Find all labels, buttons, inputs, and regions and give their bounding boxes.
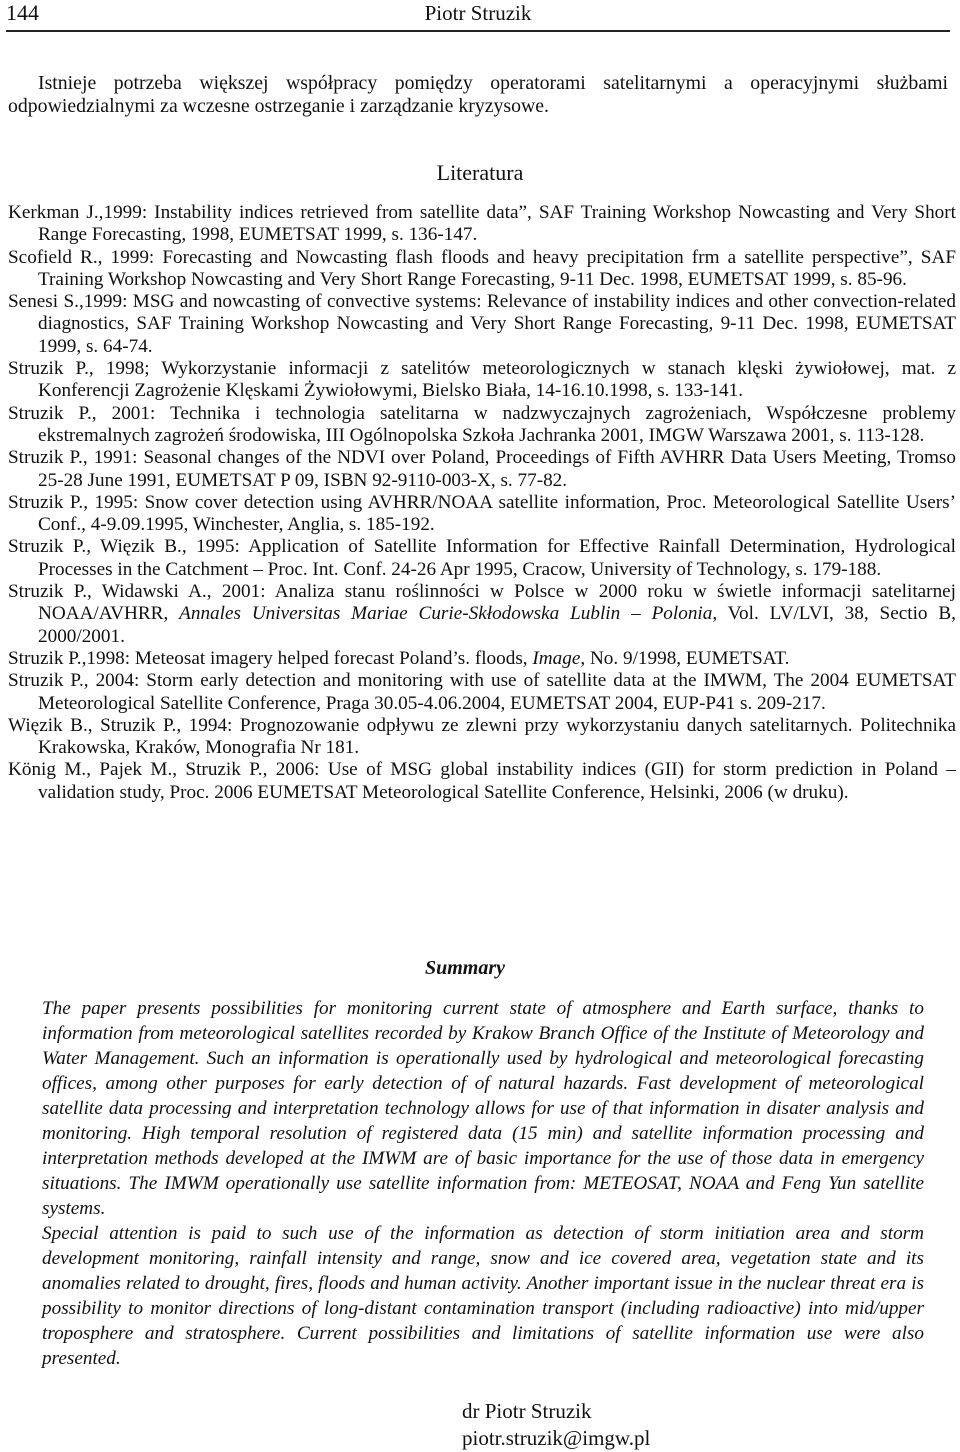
reference-item — [8, 492, 956, 537]
reference-item — [8, 447, 956, 492]
reference-text: ,1999: Instability indices retrieved from satellite data”, SAF Training Workshop Nowcasting and Very Short Range Forecasting, 1998, EUMETSAT 1999, s. 136-147. — [38, 202, 956, 246]
reference-text: , 1994: Prognozowanie odpływu ze zlewni przy wykorzystaniu danych satelitarnych. Politechnika Krakowska, Kraków, Monografia Nr 181. — [38, 714, 956, 759]
reference-text: , 1999: Forecasting and Nowcasting flash floods and heavy precipitation frm a satellite perspective”, SAF Training Workshop Nowcasting and Very Short Range Forecasting, 9-11 Dec. 1998, EUMETSAT 1999, s. 85-96. — [38, 246, 956, 290]
reference-text: ,1998: Meteosat imagery helped forecast Poland’s. floods, — [81, 647, 533, 669]
reference-list — [8, 202, 956, 804]
reference-author: Senesi S. — [8, 291, 79, 313]
summary-paragraph: The paper presents possibilities for monitoring current state of atmosphere and Earth surface, thanks to information from meteorological satellites recorded by Krakow Branch Office of the Institute of Meteorology and Water Management. Such an information is operationally used by hydrological and meteorological forecasting offices, among other purposes for early detection of of natural hazards. Fast development of meteorological satellite data processing and interpretation technology allows for use of that information in disater analysis and monitoring. High temporal resolution of registered data (15 min) and satellite information processing and interpretation methods developed at the IMWM are of basic importance for the use of those data in emergency situations. The IMWM operationally use satellite information from: METEOSAT, NOAA and Feng Yun satellite systems. — [42, 998, 924, 1219]
reference-author: Struzik P. — [8, 358, 89, 380]
reference-item — [8, 759, 956, 804]
reference-text: ,1999: MSG and nowcasting of convective systems: Relevance of instability indices and other convection-related diagnostics, SAF Training Workshop Nowcasting and Very Short Range Forecasting, 9-11 Dec. 1998, EUMETSAT 1999, s. 64-74. — [38, 291, 956, 357]
reference-journal-title: Annales Universitas Mariae Curie-Skłodowska Lublin – Polonia — [179, 603, 713, 625]
author-signature — [462, 1398, 650, 1452]
reference-item — [8, 247, 956, 292]
summary-body — [42, 996, 924, 1371]
reference-item — [8, 581, 956, 648]
running-head-author: Piotr Struzik — [424, 1, 532, 25]
reference-author: König M., Pajek M., Struzik P. — [8, 759, 263, 781]
reference-author: Scofield R. — [8, 246, 98, 268]
reference-author: Struzik P. — [8, 447, 83, 469]
reference-author: Struzik P. — [8, 647, 82, 669]
intro-paragraph: Istnieje potrzeba większej współpracy pomiędzy operatorami satelitarnymi a operacyjnymi służbami odpowiedzialnymi za wczesne ostrzeganie i zarządzanie kryzysowe. — [8, 72, 948, 117]
reference-item — [8, 403, 956, 448]
reference-author: Kerkman J. — [8, 202, 99, 223]
reference-text: , 2001: Technika i technologia satelitarna w nadzwyczajnych zagrożeniach, Współczesne problemy ekstremalnych zagrożeń środowiska, III Ogólnopolska Szkoła Jachranka 2001, IMGW Warszawa 2001, s. 113-128. — [38, 402, 956, 446]
reference-item — [8, 715, 956, 760]
page-header — [6, 0, 950, 32]
reference-text: , 1998; Wykorzystanie informacji z satelitów meteorologicznych w stanach klęski żywiołowej, mat. z Konferencji Zagrożenie Klęskami Żywiołowymi, Bielsko Biała, 14-16.10.1998, s. 133-141. — [38, 358, 956, 402]
reference-item — [8, 536, 956, 581]
reference-text: , 1991: Seasonal changes of the NDVI over Poland, Proceedings of Fifth AVHRR Data Users Meeting, Tromso 25-28 June 1991, EUMETSAT P 09, ISBN 92-9110-003-X, s. 77-82. — [38, 447, 956, 491]
page-number: 144 — [6, 0, 39, 25]
reference-author: Struzik P., Widawski A. — [8, 581, 207, 603]
reference-author: Struzik P. — [8, 402, 92, 424]
reference-text: , 1995: Application of Satellite Information for Effective Rainfall Determination, Hydrological Processes in the Catchment – Proc. Int. Conf. 24-26 Apr 1995, Cracow, University of Technology, s. 179-188. — [38, 536, 956, 580]
summary-paragraph: Special attention is paid to such use of the information as detection of storm initiation area and storm development monitoring, rainfall intensity and range, snow and ice covered area, vegetation state and its anomalies related to drought, fires, floods and human activity. Another important issue in the nuclear threat era is possibility to monitor directions of long-distant contamination transport (including radioactive) into mid/upper troposphere and stratosphere. Current possibilities and limitations of satellite information use were also presented. — [42, 1223, 924, 1369]
reference-author: Struzik P. — [8, 491, 84, 513]
author-name: dr Piotr Struzik — [462, 1399, 592, 1423]
reference-text-tail: , No. 9/1998, EUMETSAT. — [580, 647, 790, 669]
reference-author: Struzik P. — [8, 670, 84, 692]
reference-text: , 2006: Use of MSG global instability indices (GII) for storm prediction in Poland – validation study, Proc. 2006 EUMETSAT Meteorological Satellite Conference, Helsinki, 2006 (w druku). — [38, 759, 956, 803]
reference-text: , 1995: Snow cover detection using AVHRR/NOAA satellite information, Proc. Meteorological Satellite Users’ Conf., 4-9.09.1995, Winchester, Anglia, s. 185-192. — [38, 491, 956, 536]
reference-journal-title: Image — [532, 647, 581, 669]
reference-item — [8, 648, 956, 670]
author-email: piotr.struzik@imgw.pl — [462, 1426, 651, 1450]
reference-text: , 2004: Storm early detection and monitoring with use of satellite data at the IMWM, The 2004 EUMETSAT Meteorological Satellite Conference, Praga 30.05-4.06.2004, EUMETSAT 2004, EUP-P41 s. 209-217. — [38, 670, 956, 714]
reference-author: Struzik P., Więzik B. — [8, 536, 182, 558]
reference-text-tail: , Vol. LV/LVI, 38, Sectio B, 2000/2001. — [38, 603, 956, 647]
reference-item — [8, 670, 956, 715]
reference-item — [8, 358, 956, 403]
reference-text: , 2001: Analiza stanu roślinności w Polsce w 2000 roku w świetle informacji satelitarnej NOAA/AVHRR, — [38, 581, 957, 625]
summary-heading: Summary — [424, 957, 506, 979]
reference-author: Więzik B., Struzik P. — [8, 714, 177, 736]
reference-item — [8, 291, 956, 358]
section-heading-literatura: Literatura — [436, 160, 524, 185]
reference-item — [8, 202, 956, 247]
